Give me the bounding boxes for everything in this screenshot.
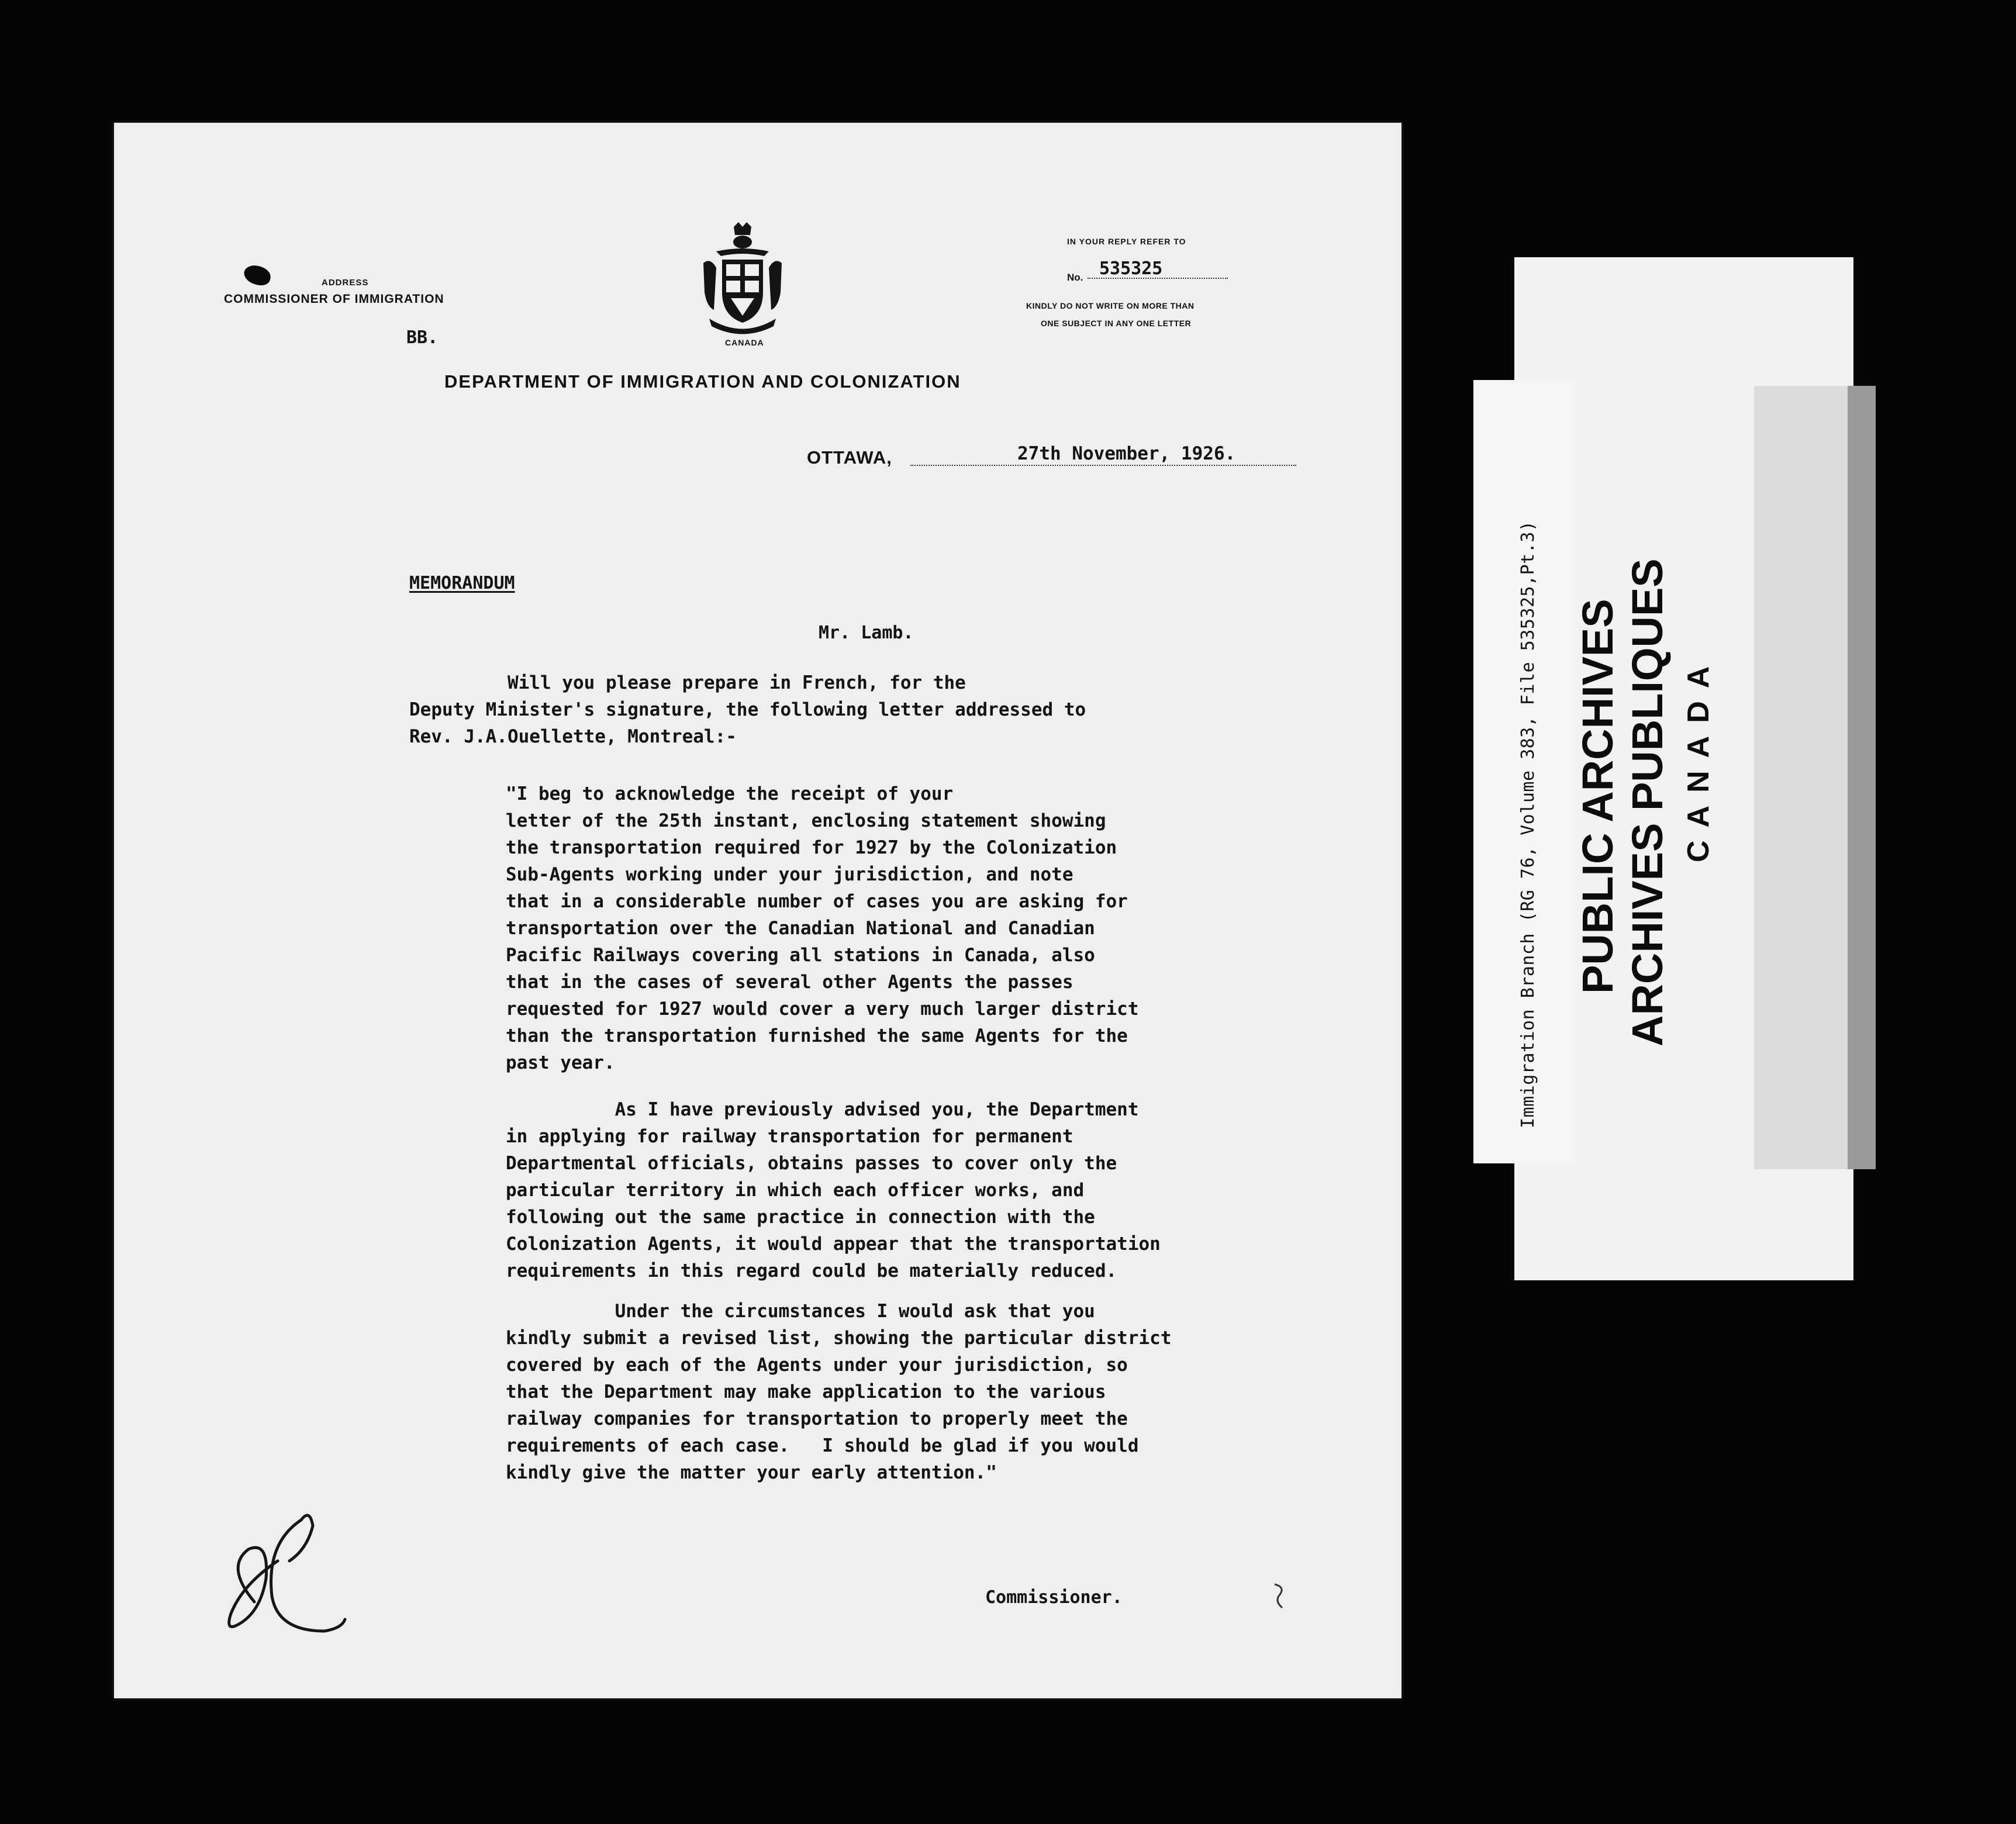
handwritten-initials <box>213 1485 348 1649</box>
archive-file-reference: Immigration Branch (RG 76, Volume 383, File 535325,Pt.3) <box>1518 520 1538 1128</box>
memorandum-letter <box>114 123 1401 1698</box>
date-dotted-line <box>910 465 1296 466</box>
file-number: 535325 <box>1099 258 1163 279</box>
typist-initials: BB. <box>406 327 439 348</box>
archive-stamp-line-1: PUBLIC ARCHIVES <box>1573 599 1622 994</box>
signoff: Commissioner. <box>985 1587 1123 1608</box>
address-line: COMMISSIONER OF IMMIGRATION <box>224 292 444 306</box>
body-paragraph-1: Will you please prepare in French, for the Deputy Minister's signature, the following letter addressed to Rev. J.A.Ouellette, Montreal:- <box>409 672 1086 747</box>
small-pen-mark <box>1272 1581 1289 1611</box>
place-label: OTTAWA, <box>807 447 892 468</box>
coat-of-arms-icon <box>699 222 786 339</box>
kindly-notice-line-2: ONE SUBJECT IN ANY ONE LETTER <box>1041 319 1192 328</box>
body-paragraph-4: Under the circumstances I would ask that you kindly submit a revised list, showing the particular district covered by each of the Agents under your jurisdiction, so that the Department may make application to the various railway companies for transportation to properly meet the requirements of each case. I should be glad if you would kindly give the matter your early attention." <box>506 1301 1172 1483</box>
body-paragraph-3: As I have previously advised you, the Department in applying for railway transportation for permanent Departmental officials, obtains passes to cover only the particular territory in which each officer works, and following out the same practice in connection with the Colonization Agents, it would appear that the transportation requirements in this regard could be materially reduced. <box>506 1099 1161 1281</box>
archive-stamp-line-2: ARCHIVES PUBLIQUES <box>1623 558 1672 1046</box>
archive-label-edge <box>1848 386 1876 1169</box>
reply-refer-label: IN YOUR REPLY REFER TO <box>1067 237 1186 246</box>
archive-stamp-line-3: CANADA <box>1682 653 1715 862</box>
number-label: No. <box>1067 272 1083 283</box>
archive-label-fold <box>1754 386 1853 1169</box>
memo-heading: MEMORANDUM <box>409 573 515 593</box>
letter-date: 27th November, 1926. <box>1017 443 1236 464</box>
arms-caption: CANADA <box>725 338 764 347</box>
address-word: ADDRESS <box>322 278 369 288</box>
ink-blot <box>242 264 272 288</box>
memo-addressee: Mr. Lamb. <box>819 623 914 643</box>
department-title: DEPARTMENT OF IMMIGRATION AND COLONIZATION <box>444 371 961 392</box>
kindly-notice-line-1: KINDLY DO NOT WRITE ON MORE THAN <box>1026 301 1195 310</box>
body-paragraph-2: "I beg to acknowledge the receipt of your letter of the 25th instant, enclosing statement showing the transportation required for 1927 by the Colonization Sub-Agents working under your jurisdiction, and note that in a considerable number of cases you are asking for transportation over the Canadian National and Canadian Pacific Railways covering all stations in Canada, also that in the cases of several other Agents the passes requested for 1927 would cover a very much larger district than the transportation furnished the same Agents for the past year. <box>506 783 1139 1073</box>
